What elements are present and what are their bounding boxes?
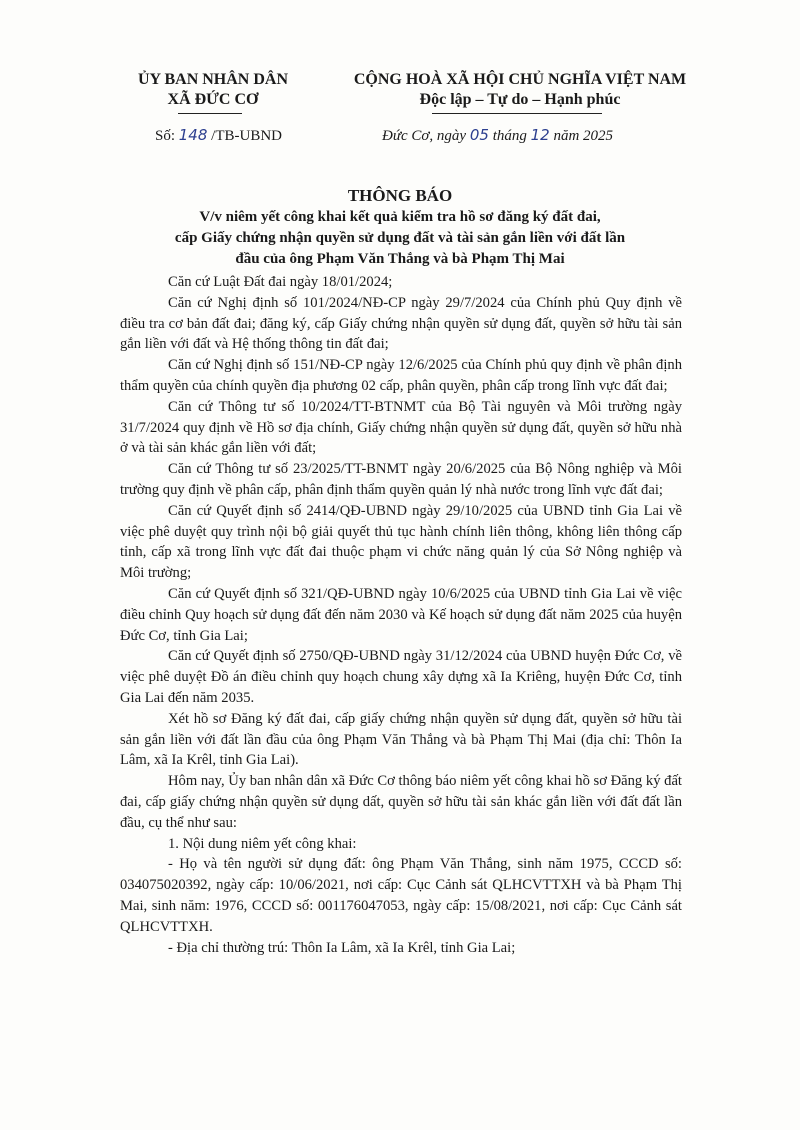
country-name: CỘNG HOÀ XÃ HỘI CHỦ NGHĨA VIỆT NAM — [353, 71, 687, 88]
document-body — [120, 272, 682, 958]
document-number — [155, 126, 282, 145]
date-year: năm 2025 — [549, 128, 614, 144]
date-day: 05 — [469, 126, 489, 144]
paragraph: Căn cứ Thông tư số 10/2024/TT-BTNMT của Bộ Tài nguyên và Môi trường ngày 31/7/2024 quy định về Hồ sơ địa chính, Giấy chứng nhận quyền sử dụng đất, quyền sở hữu nhà ở và tài sản khác gắn liền với đất; — [120, 398, 682, 457]
agency-name-line1: ỦY BAN NHÂN DÂN — [137, 71, 289, 88]
issue-date — [382, 126, 613, 145]
document-number-prefix: Số: — [155, 128, 179, 144]
date-month-label: tháng — [488, 128, 531, 144]
date-prefix: Đức Cơ, ngày — [382, 128, 470, 144]
date-month: 12 — [530, 126, 550, 144]
document-title: THÔNG BÁO — [347, 186, 453, 205]
paragraph: 1. Nội dung niêm yết công khai: — [168, 835, 357, 852]
subject-line-3: đầu của ông Phạm Văn Thắng và bà Phạm Thị Mai — [235, 251, 565, 267]
motto-underline — [432, 113, 602, 114]
paragraph: Căn cứ Thông tư số 23/2025/TT-BNMT ngày 20/6/2025 của Bộ Nông nghiệp và Môi trường quy định về phân cấp, phân định thẩm quyền quản lý nhà nước trong lĩnh vực đất đai; — [120, 461, 682, 498]
paragraph: Căn cứ Luật Đất đai ngày 18/01/2024; — [168, 274, 393, 290]
agency-name-line2: XÃ ĐỨC CƠ — [167, 91, 259, 108]
paragraph: Căn cứ Nghị định số 101/2024/NĐ-CP ngày 29/7/2024 của Chính phủ Quy định về điều tra cơ bản đất đai; đăng ký, cấp Giấy chứng nhận quyền sử dụng đất, quyền sở hữu tài sản gắn liền với đất và Hệ thống thông tin đất đai; — [120, 294, 682, 353]
subject-line-1: V/v niêm yết công khai kết quả kiểm tra hồ sơ đăng ký đất đai, — [199, 209, 601, 225]
document-subject — [110, 207, 690, 270]
national-header — [330, 70, 710, 110]
document-number-suffix: /TB-UBND — [207, 128, 282, 144]
paragraph: Hôm nay, Ủy ban nhân dân xã Đức Cơ thông báo niêm yết công khai hồ sơ Đăng ký đất đai, cấp giấy chứng nhận quyền sử dụng dất, quyền sở hữu tài sản khác gắn liền với đất đất lần đầu, cụ thể như sau: — [120, 773, 682, 831]
national-motto: Độc lập – Tự do – Hạnh phúc — [419, 91, 621, 108]
paragraph: Căn cứ Quyết định số 321/QĐ-UBND ngày 10/6/2025 của UBND tỉnh Gia Lai về việc điều chỉnh Quy hoạch sử dụng đất đến năm 2030 và Kế hoạch sử dụng đất năm 2025 của huyện Đức Cơ, tỉnh Gia Lai; — [120, 585, 682, 644]
agency-underline — [178, 113, 242, 114]
paragraph: Căn cứ Nghị định số 151/NĐ-CP ngày 12/6/2025 của Chính phủ quy định về phân định thẩm quyền của chính quyền địa phương 02 cấp, phân quyền, phân cấp trong lĩnh vực đất đai; — [120, 357, 682, 394]
subject-line-2: cấp Giấy chứng nhận quyền sử dụng đất và tài sản gắn liền với đất lần — [174, 230, 626, 246]
paragraph: - Địa chỉ thường trú: Thôn Ia Lâm, xã Ia Krêl, tỉnh Gia Lai; — [168, 939, 516, 956]
document-number-handwritten: 148 — [178, 126, 208, 144]
paragraph: Căn cứ Quyết định số 2414/QĐ-UBND ngày 29/10/2025 của UBND tỉnh Gia Lai về việc phê duyệt quy trình nội bộ giải quyết thủ tục hành chính liên thông, không liên thông cấp tỉnh, cấp xã trong lĩnh vực đất đai thuộc phạm vi chức năng quản lý của Sở Nông nghiệp và Môi trường; — [120, 502, 682, 582]
agency-header — [118, 70, 308, 110]
paragraph: Xét hồ sơ Đăng ký đất đai, cấp giấy chứng nhận quyền sử dụng đất, quyền sở hữu tài sản gắn liền với đất lần đầu của ông Phạm Văn Thắng và bà Phạm Thị Mai (địa chỉ: Thôn Ia Lâm, xã Ia Krêl, tỉnh Gia Lai). — [120, 710, 682, 769]
paragraph: - Họ và tên người sử dụng đất: ông Phạm Văn Thắng, sinh năm 1975, CCCD số: 034075020392, ngày cấp: 10/06/2021, nơi cấp: Cục Cảnh sát QLHCVTTXH và bà Phạm Thị Mai, sinh năm: 1976, CCCD số: 001176047053, ngày cấp: 15/08/2021, nơi cấp: Cục Cảnh sát QLHCVTTXH. — [120, 856, 682, 935]
paragraph: Căn cứ Quyết định số 2750/QĐ-UBND ngày 31/12/2024 của UBND huyện Đức Cơ, về việc phê duyệt Đồ án điều chỉnh quy hoạch chung xây dựng xã Ia Kriêng, huyện Đức Cơ, tỉnh Gia Lai đến năm 2035. — [120, 648, 682, 706]
